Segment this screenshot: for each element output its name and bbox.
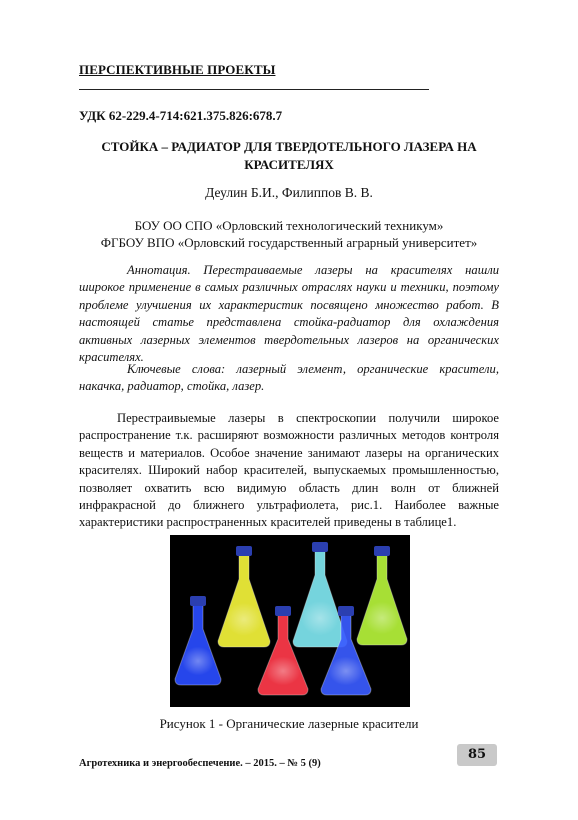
article-title: СТОЙКА – РАДИАТОР ДЛЯ ТВЕРДОТЕЛЬНОГО ЛАЗЕРА НА КРАСИТЕЛЯХ	[101, 139, 477, 172]
flasks-illustration	[170, 535, 410, 707]
article-authors: Деулин Б.И., Филиппов В. В.	[205, 185, 373, 200]
flask-glow-6	[365, 602, 400, 634]
flask-cap-3	[275, 606, 291, 616]
flask-cap-2	[236, 546, 252, 556]
abstract: Аннотация. Перестраиваемые лазеры на красителях нашли широкое применение в самых различных отраслях науки и техники, поэтому проблеме улучшения их характеристик посвящено множество работ. В настоящей статье представлена стойка-радиатор для охлаждения активных лазерных элементов твердотельных лазеров на органических красителях.	[79, 263, 499, 365]
flask-glow-4	[301, 601, 339, 636]
flask-cap-1	[190, 596, 206, 606]
flask-glow-5	[329, 657, 364, 686]
flask-glow-3	[266, 657, 301, 686]
keywords: Ключевые слова: лазерный элемент, органические красители, накачка, радиатор, стойка, лазер.	[79, 362, 499, 394]
figure-dye-flasks	[170, 535, 410, 707]
flask-glow-1	[182, 647, 214, 676]
section-heading: ПЕРСПЕКТИВНЫЕ ПРОЕКТЫ	[79, 62, 276, 77]
journal-footer: Агротехника и энергообеспечение. – 2015. – № 5 (9)	[79, 758, 321, 769]
flask-cap-4	[312, 542, 328, 552]
affiliations	[79, 217, 499, 251]
flask-cap-5	[338, 606, 354, 616]
flask-cap-6	[374, 546, 390, 556]
udk-code: УДК 62-229.4-714:621.375.826:678.7	[79, 108, 283, 123]
body-paragraph: Перестраивыемые лазеры в спектроскопии получили широкое распространение т.к. расширяют возможности различных методов контроля веществ и материалов. Особое значение занимают лазеры на органических красителях. Широкий набор красителей, выпускаемых промышленностью, позволяет охватить всю видимую область длин волн от ближней инфракрасной до ближнего ультрафиолета, рис.1. Наиболее важные характеристики распространенных красителей приведены в таблице1.	[79, 411, 499, 530]
flask-glow-2	[226, 603, 262, 636]
figure-caption: Рисунок 1 - Органические лазерные красители	[159, 716, 419, 731]
affiliation-1: БОУ ОО СПО «Орловский технологический техникум»	[134, 218, 444, 233]
header-rule	[79, 89, 429, 90]
affiliation-2: ФГБОУ ВПО «Орловский государственный аграрный университет»	[100, 235, 478, 250]
page-number: 85	[457, 744, 497, 766]
